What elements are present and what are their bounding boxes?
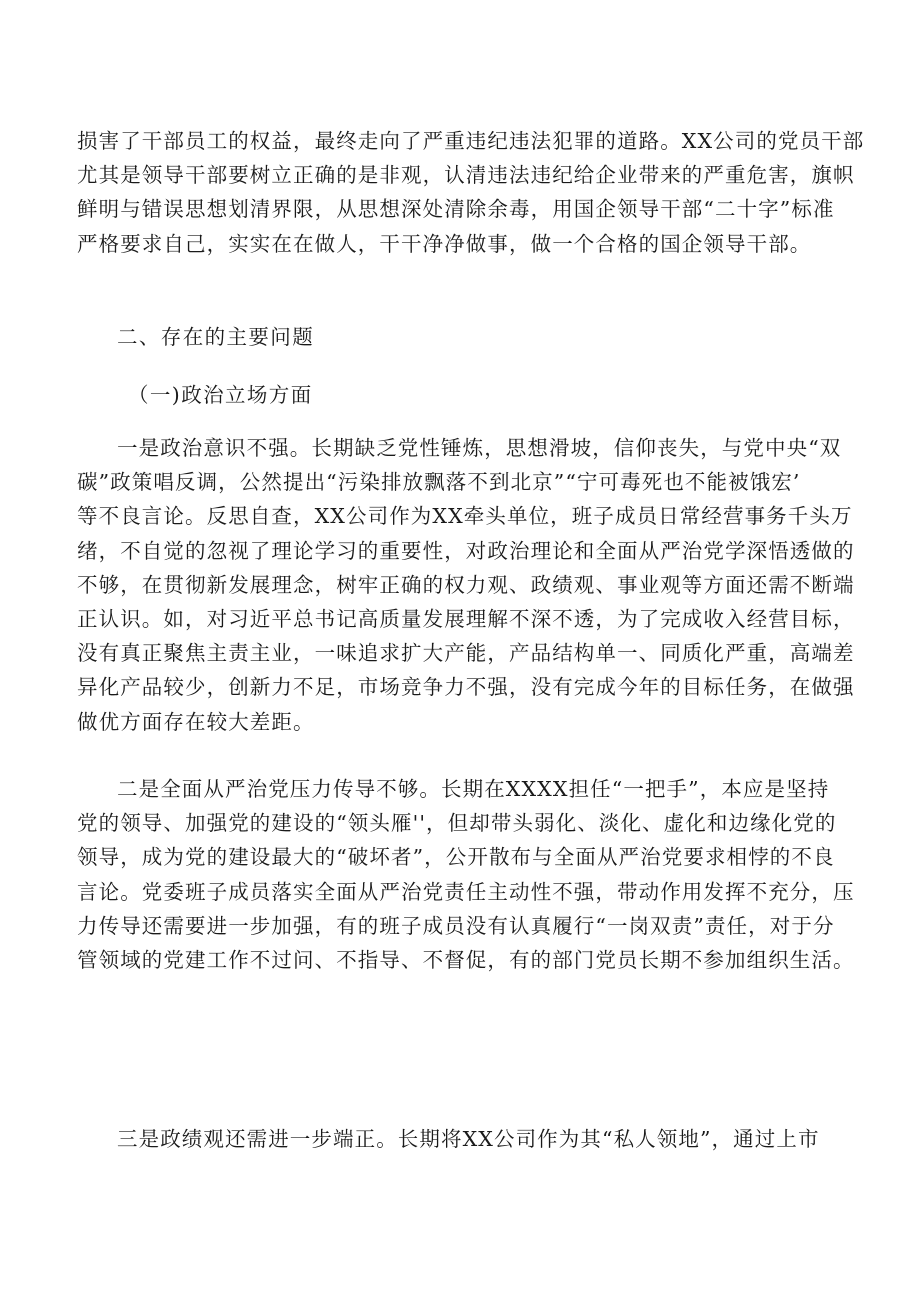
text-line: 鲜明与错误思想划清界限，从思想深处清除余毒，用国企领导干部“二十字”标准 xyxy=(77,197,835,222)
paragraph-party-discipline xyxy=(77,772,857,977)
section-heading: 二、存在的主要问题 xyxy=(117,325,315,349)
text-line: 损害了干部员工的权益，最终走向了严重违纪违法犯罪的道路。XX公司的党员干部 xyxy=(77,129,865,153)
text-line: 力传导还需要进一步加强，有的班子成员没有认真履行“一岗双责”责任，对于分 xyxy=(77,913,835,938)
text-line: 等不良言论。反思自查，XX公司作为XX牵头单位，班子成员日常经营事务千头万 xyxy=(77,504,853,529)
text-line: 二是全面从严治党压力传导不够。长期在XXXX担任“一把手”，本应是坚持 xyxy=(117,777,830,801)
text-line: 做优方面存在较大差距。 xyxy=(77,709,315,734)
text-line: 没有真正聚焦主责主业，一味追求扩大产能，产品结构单一、同质化严重，高端差 xyxy=(77,641,855,666)
text-line: 管领域的党建工作不过问、不指导、不督促，有的部门党员长期不参加组织生活。 xyxy=(77,948,855,973)
text-line: 异化产品较少，创新力不足，市场竞争力不强，没有完成今年的目标任务，在做强 xyxy=(77,675,855,700)
text-line: 党的领导、加强党的建设的“领头雁''，但却带头弱化、淡化、虚化和边缘化党的 xyxy=(77,811,837,836)
text-line: 正认识。如，对习近平总书记高质量发展理解不深不透，为了完成收入经营目标， xyxy=(77,607,855,632)
text-line: 碳”政策唱反调，公然提出“污染排放飘落不到北京”“宁可毒死也不能被饿宏’ xyxy=(77,470,801,495)
text-line: 绪，不自觉的忽视了理论学习的重要性，对政治理论和全面从严治党学深悟透做的 xyxy=(77,538,855,563)
text-line: 三是政绩观还需进一步端正。长期将XX公司作为其“私人领地”，通过上市 xyxy=(117,1127,820,1151)
text-line: 严格要求自己，实实在在做人，干干净净做事，做一个合格的国企领导干部。 xyxy=(77,231,812,256)
text-line: 一是政治意识不强。长期缺乏党性锤炼，思想滑坡，信仰丧失，与党中央“双 xyxy=(117,436,842,460)
text-line: 领导，成为党的建设最大的“破坏者”，公开散布与全面从严治党要求相悖的不良 xyxy=(77,845,835,870)
paragraph-performance-view xyxy=(77,1122,857,1156)
subsection-heading: （一)政治立场方面 xyxy=(128,383,313,407)
paragraph-political-awareness xyxy=(77,431,857,739)
text-line: 不够，在贯彻新发展理念，树牢正确的权力观、政绩观、事业观等方面还需不断端 xyxy=(77,572,855,597)
text-line: 言论。党委班子成员落实全面从严治党责任主动性不强，带动作用发挥不充分，压 xyxy=(77,879,855,904)
text-line: 尤其是领导干部要树立正确的是非观，认清违法违纪给企业带来的严重危害，旗帜 xyxy=(77,163,855,188)
paragraph-consequences xyxy=(77,124,865,261)
